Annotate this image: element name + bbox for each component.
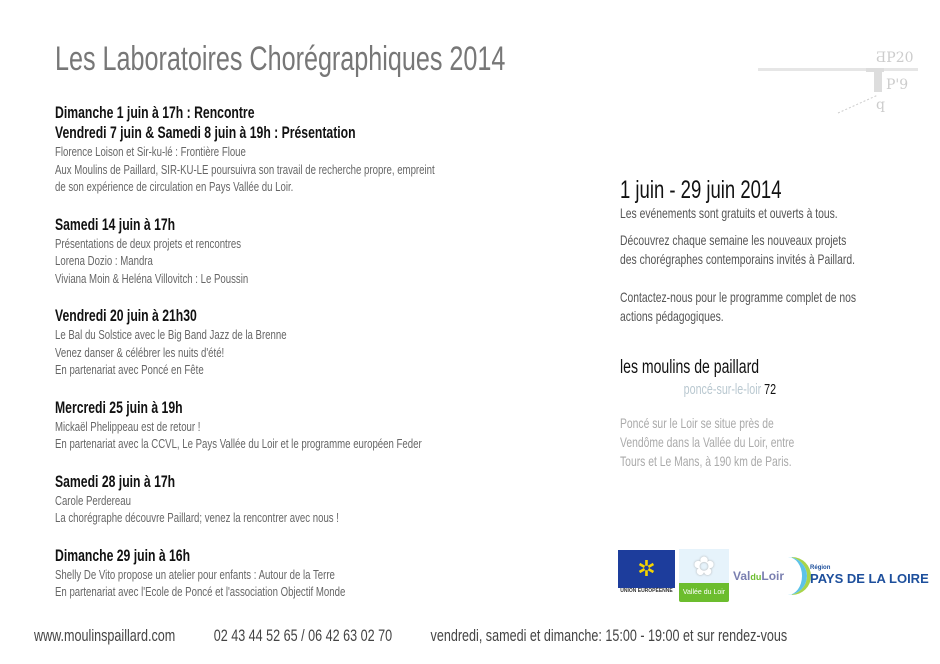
opening-hours: vendredi, samedi et dimanche: 15:00 - 19:00 et sur rendez-vous [430, 626, 788, 645]
event-description: Viviana Moin & Heléna Villovitch : Le Poussin [55, 270, 249, 286]
arc-icon [788, 557, 807, 595]
event-item [55, 306, 435, 379]
phone-numbers: 02 43 44 52 65 / 06 42 63 02 70 [213, 626, 393, 645]
eu-logo: ✲ UNION EUROPÉENNE [618, 550, 675, 602]
venue-town [684, 380, 856, 400]
vallee-du-loir-logo: ✿ Vallée du Loir [679, 549, 729, 602]
event-heading: Samedi 14 juin à 17h [55, 215, 176, 234]
event-description: Carole Perdereau [55, 492, 131, 508]
events-list [55, 103, 435, 620]
event-description: Présentations de deux projets et rencontres [55, 235, 242, 251]
eu-stars-icon: ✲ [618, 550, 675, 588]
val-du-loir-logo: ValduLoir [733, 568, 785, 583]
event-description: En partenariat avec l'Ecole de Poncé et l'association Objectif Monde [55, 584, 346, 599]
discover-line: des chorégraphes contemporains invités à Paillard. [620, 251, 855, 267]
discover-line: Découvrez chaque semaine les nouveaux projets [620, 232, 847, 248]
event-description: Le Bal du Solstice avec le Big Band Jazz de la Brenne [55, 327, 287, 342]
website-link[interactable]: www.moulinspaillard.com [34, 626, 176, 645]
event-description: Aux Moulins de Paillard, SIR-KU-LE poursuivra son travail de recherche propre, empreint [55, 161, 435, 177]
location-line: Tours et Le Mans, à 190 km de Paris. [620, 453, 792, 469]
event-description: Florence Loison et Sir-ku-lé : Frontière Floue [55, 144, 246, 159]
event-description: Venez danser & célébrer les nuits d'été! [55, 344, 225, 360]
footer [34, 626, 826, 646]
svg-text:P'9: P'9 [886, 77, 909, 93]
event-description: La chorégraphe découvre Paillard; venez la rencontrer avec nous ! [55, 510, 339, 525]
svg-text:q: q [876, 97, 885, 113]
event-item [55, 546, 435, 601]
location-line: Poncé sur le Loir se situe près de [620, 415, 774, 431]
pays-de-la-loire-logo: Région PAYS DE LA LOIRE [788, 557, 929, 595]
event-description: En partenariat avec la CCVL, Le Pays Vallée du Loir et le programme européen Feder [55, 436, 422, 451]
event-item [55, 398, 435, 453]
decorative-logo-graphic [758, 45, 928, 115]
event-item [55, 472, 435, 527]
location-description [620, 414, 856, 471]
event-heading: Mercredi 25 juin à 19h [55, 398, 183, 417]
event-description: En partenariat avec Poncé en Fête [55, 362, 204, 377]
free-note: Les evénements sont gratuits et ouverts à tous. [620, 205, 838, 221]
svg-text:ƋP20: ƋP20 [876, 50, 914, 66]
event-description: Lorena Dozio : Mandra [55, 253, 153, 268]
event-heading: Dimanche 1 juin à 17h : Rencontre [55, 104, 255, 122]
daisy-icon: ✿ [679, 549, 729, 583]
partner-logos [618, 549, 929, 602]
event-description: Shelly De Vito propose un atelier pour enfants : Autour de la Terre [55, 566, 335, 582]
contact-line: Contactez-nous pour le programme complet de nos [620, 289, 857, 305]
contact-line: actions pédagogiques. [620, 308, 724, 324]
event-heading: Vendredi 7 juin & Samedi 8 juin à 19h : Présentation [55, 124, 356, 142]
info-panel [620, 176, 856, 471]
venue-name: les moulins de paillard [620, 357, 760, 378]
date-range: 1 juin - 29 juin 2014 [620, 176, 782, 204]
event-heading: Samedi 28 juin à 17h [55, 472, 176, 491]
event-description: de son expérience de circulation en Pays Vallée du Loir. [55, 179, 294, 194]
page-title: Les Laboratoires Chorégraphiques 2014 [55, 40, 506, 78]
town-name: poncé-sur-le-loir [683, 382, 762, 398]
event-description: Mickaël Phelippeau est de retour ! [55, 418, 201, 434]
department-number: 72 [764, 382, 777, 398]
event-item [55, 103, 435, 196]
event-heading: Vendredi 20 juin à 21h30 [55, 307, 197, 325]
event-heading: Dimanche 29 juin à 16h [55, 546, 191, 565]
event-item [55, 215, 435, 288]
location-line: Vendôme dans la Vallée du Loir, entre [620, 434, 795, 450]
